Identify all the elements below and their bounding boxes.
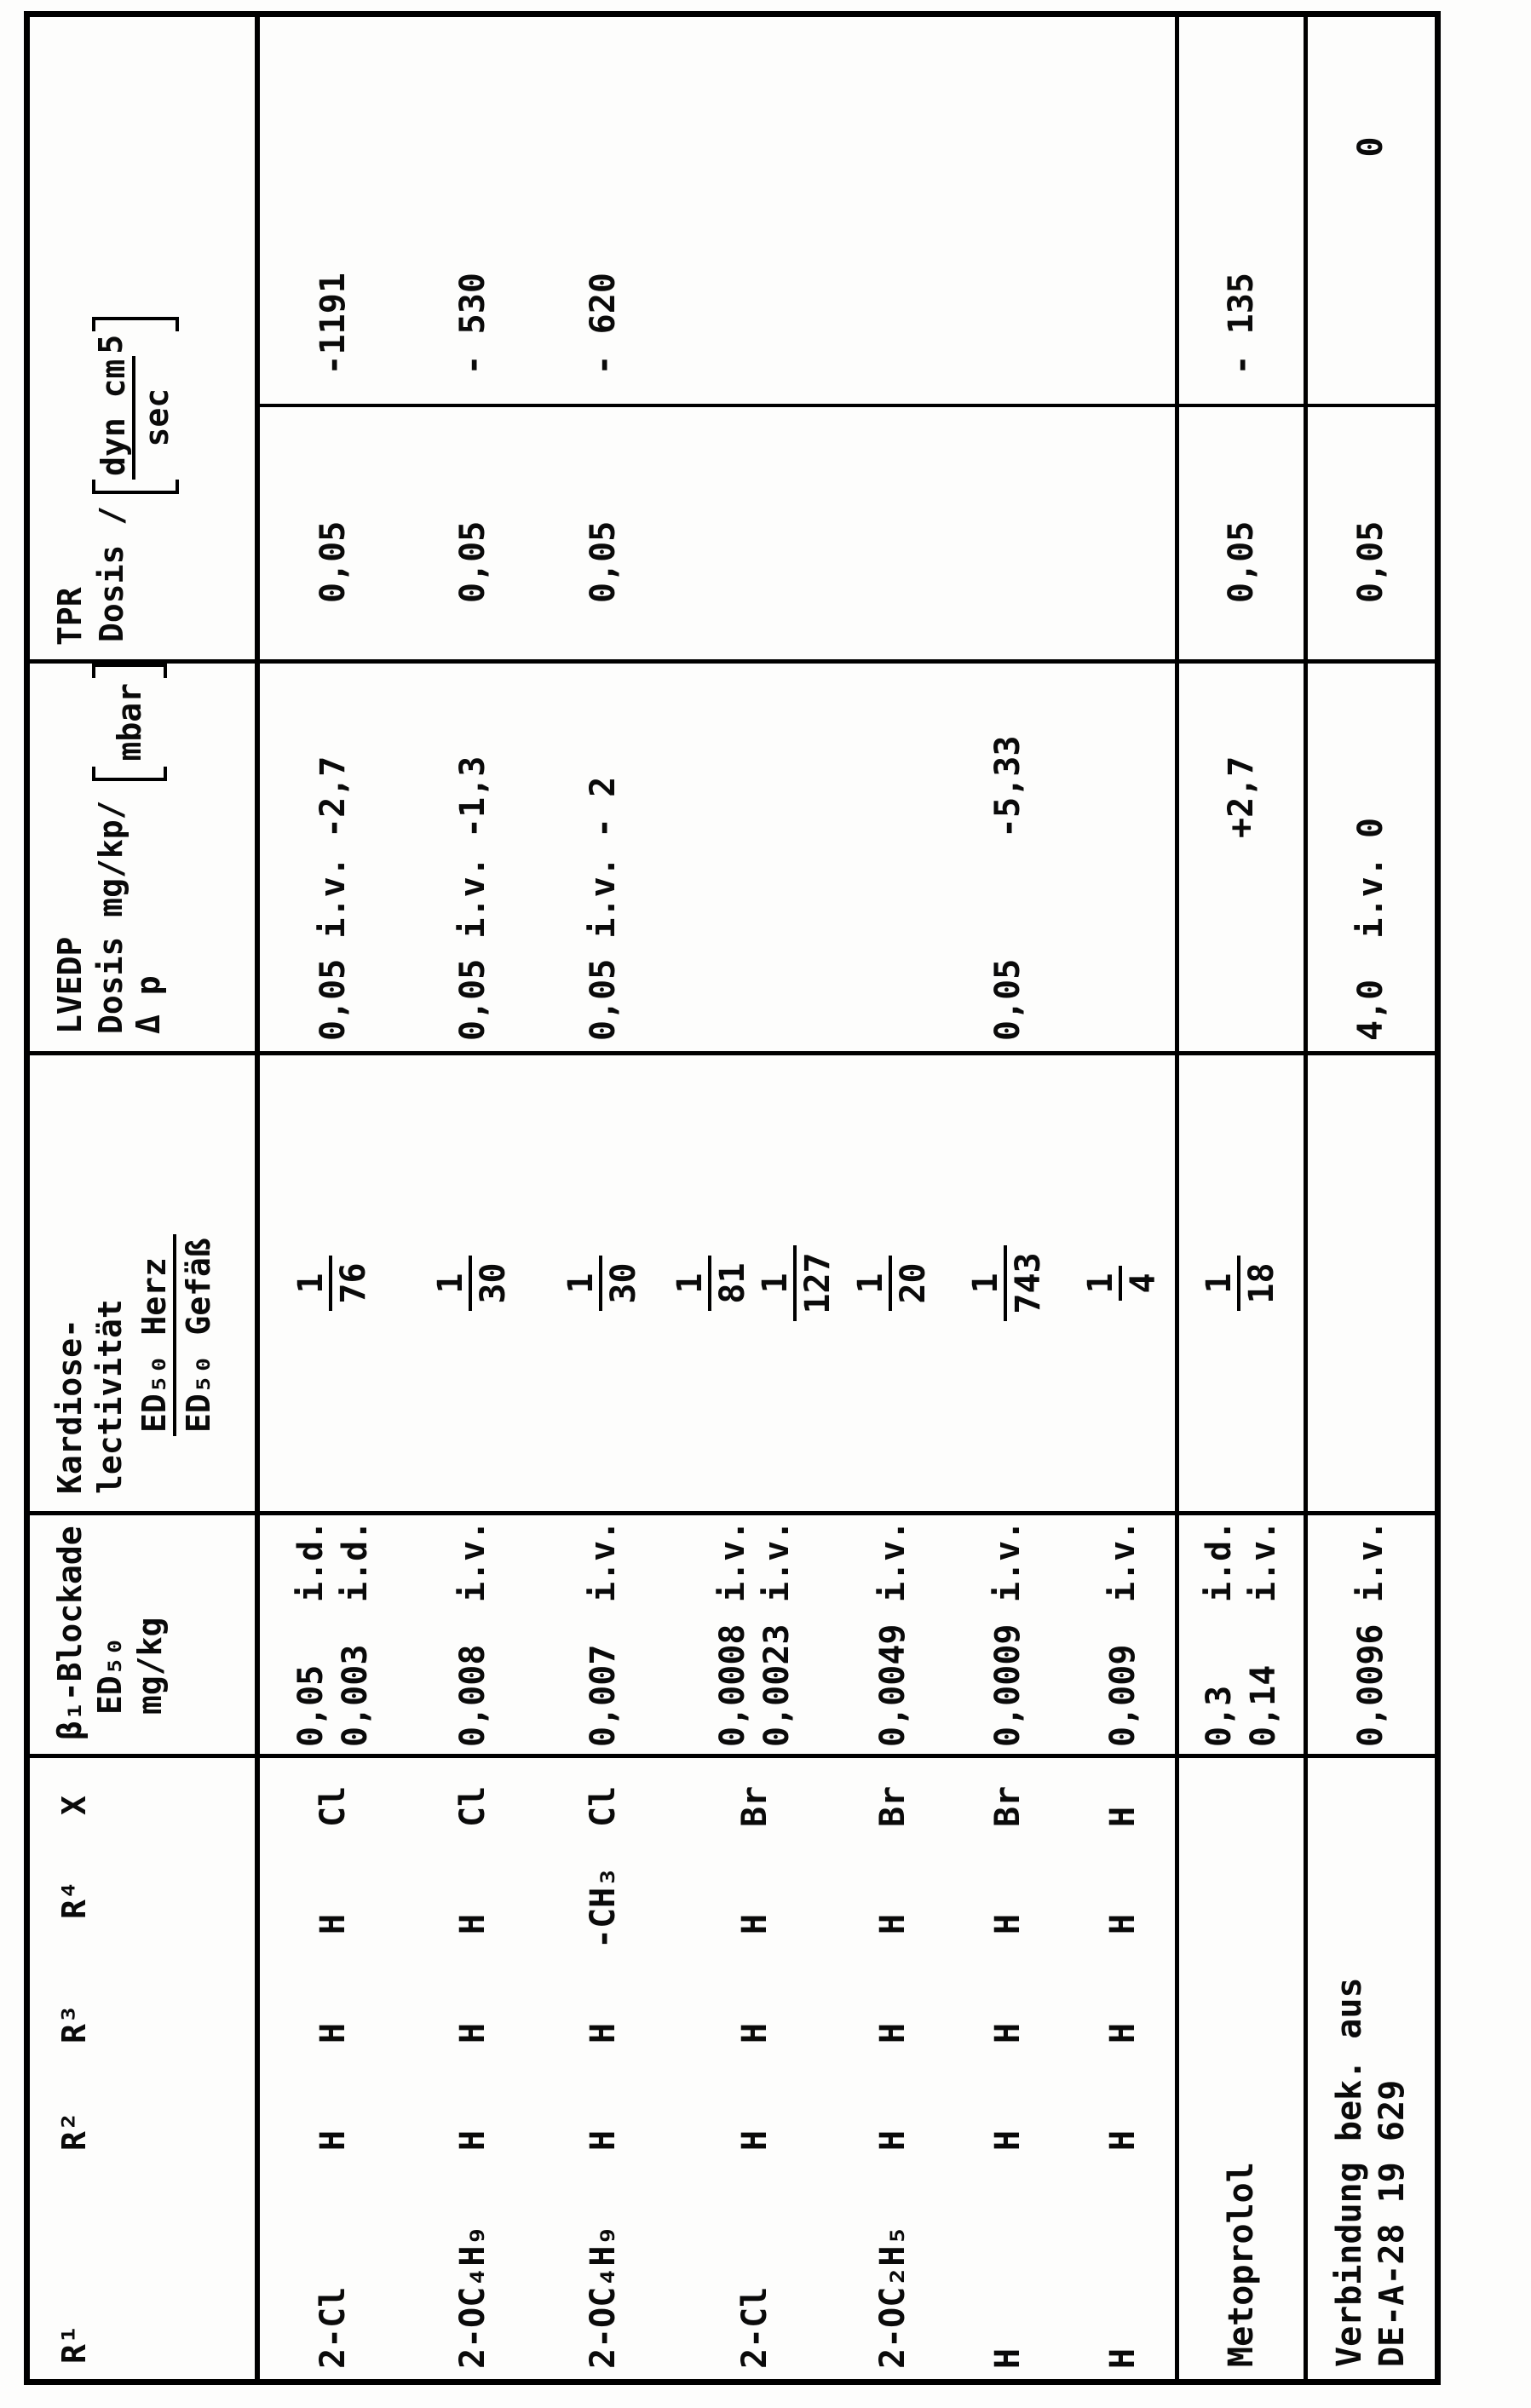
table-row xyxy=(667,14,842,2382)
tpr-dose: 0,05 xyxy=(1351,520,1391,603)
cell-tpr-value xyxy=(842,14,944,405)
cell-tpr-dose xyxy=(667,406,842,662)
lvedp-header-dose-line xyxy=(92,664,167,1051)
header-tpr xyxy=(27,14,257,661)
cell-beta-ed50 xyxy=(842,1514,944,1756)
table-row xyxy=(539,14,667,2382)
r4-value: H xyxy=(1103,1913,1143,1934)
lvedp-value: -2,7 xyxy=(314,756,354,838)
tpr-value: - 530 xyxy=(452,273,492,376)
r2-value: H xyxy=(734,2129,774,2151)
r2-value: H xyxy=(1103,2129,1143,2151)
beta-dose: 0,3 xyxy=(1200,1685,1240,1747)
selectivity-fraction: 1 18 xyxy=(1201,1256,1281,1310)
reference-row-metoprolol xyxy=(1177,14,1305,2382)
r3-value: H xyxy=(873,2022,913,2043)
header-r1: R¹ xyxy=(55,2325,93,2364)
cell-substituents xyxy=(257,1756,406,2382)
x-value: Cl xyxy=(314,1785,354,1827)
beta-route: i.d. xyxy=(291,1520,331,1602)
cell-tpr-dose xyxy=(406,406,538,662)
beta-route: i.d. xyxy=(1200,1520,1240,1602)
x-value: Br xyxy=(987,1785,1027,1827)
cell-substituents xyxy=(1071,1756,1177,2382)
cell-tpr-dose xyxy=(1305,406,1437,662)
header-lvedp xyxy=(27,662,257,1054)
compound-name-line1: Verbindung bek. aus xyxy=(1330,1977,1370,2367)
beta-dose: 0,0096 xyxy=(1351,1624,1391,1747)
tpr-unit-denominator: sec xyxy=(132,356,176,480)
x-value: H xyxy=(1103,1806,1143,1827)
table-row xyxy=(257,14,406,2382)
lvedp-dose: 0,05 i.v. xyxy=(583,856,623,1041)
r2-value: H xyxy=(987,2129,1027,2151)
cell-lvedp xyxy=(406,662,538,1054)
lvedp-value: 0 xyxy=(1351,817,1391,838)
beta-dose: 0,008 xyxy=(452,1644,492,1747)
tpr-dose: 0,05 xyxy=(314,520,354,603)
cell-tpr-dose xyxy=(1071,406,1177,662)
tpr-value: 0 xyxy=(1351,136,1391,158)
selectivity-fraction: 1 743 xyxy=(968,1245,1048,1320)
kardio-header-line1: Kardiose- xyxy=(51,1319,89,1494)
selectivity-fraction: 1 127 xyxy=(757,1245,837,1320)
beta-dose: 0,0009 xyxy=(987,1624,1027,1747)
beta-header-line3: mg/kg xyxy=(131,1617,169,1715)
selectivity-fraction: 1 20 xyxy=(853,1256,933,1310)
lvedp-value: +2,7 xyxy=(1222,756,1262,838)
header-x: X xyxy=(55,1796,93,1815)
mbar-unit: mbar xyxy=(111,683,148,761)
r2-value: H xyxy=(583,2129,623,2151)
table-row xyxy=(842,14,944,2382)
cell-substituents xyxy=(667,1756,842,2382)
cell-tpr-value xyxy=(406,14,538,405)
header-r4: R⁴ xyxy=(55,1880,93,1919)
x-value: Br xyxy=(873,1785,913,1827)
r4-value: -CH₃ xyxy=(583,1866,623,1949)
lvedp-dose: 0,05 i.v. xyxy=(452,856,492,1041)
beta-dose: 0,003 xyxy=(336,1644,376,1747)
selectivity-fraction: 1 76 xyxy=(293,1256,373,1310)
tpr-value: -1191 xyxy=(314,273,354,376)
tpr-dose: 0,05 xyxy=(452,520,492,603)
beta-route: i.v. xyxy=(712,1520,752,1602)
cell-lvedp xyxy=(1305,662,1437,1054)
r4-value: H xyxy=(314,1913,354,1934)
cell-substituents xyxy=(406,1756,538,2382)
beta-dose: 0,0049 xyxy=(873,1624,913,1747)
lvedp-header-title: LVEDP xyxy=(51,936,89,1034)
table-row xyxy=(944,14,1070,2382)
cell-tpr-value xyxy=(667,14,842,405)
selectivity-fraction: 1 30 xyxy=(563,1256,643,1310)
kardio-header-fraction xyxy=(135,1234,219,1436)
beta-header-line2: ED₅₀ xyxy=(91,1636,129,1715)
tpr-unit-exponent: 5 xyxy=(92,334,130,354)
header-r3: R³ xyxy=(55,2004,93,2043)
cell-compound-label xyxy=(1177,1756,1305,2382)
cell-beta-ed50 xyxy=(944,1514,1070,1756)
cell-tpr-value xyxy=(944,14,1070,405)
bracket-right xyxy=(92,664,167,678)
r4-value: H xyxy=(452,1913,492,1934)
cell-lvedp xyxy=(539,662,667,1054)
r4-value: H xyxy=(734,1913,774,1934)
table-row xyxy=(1071,14,1177,2382)
beta-dose: 0,007 xyxy=(583,1644,623,1747)
beta-header-line1: β₁-Blockade xyxy=(51,1526,89,1740)
cell-beta-ed50 xyxy=(539,1514,667,1756)
r1-value: 2-OC₄H₉ xyxy=(452,2225,492,2369)
kardio-fraction-denominator: ED₅₀ Gefäß xyxy=(173,1234,219,1436)
lvedp-header-units: Dosis mg/kp/Δ p xyxy=(92,800,167,1034)
r2-value: H xyxy=(314,2129,354,2151)
r3-value: H xyxy=(987,2022,1027,2043)
beta-route: i.v. xyxy=(873,1520,913,1602)
lvedp-value: -5,33 xyxy=(987,735,1027,838)
kardio-fraction-numerator: ED₅₀ Herz xyxy=(135,1257,173,1433)
selectivity-fraction: 1 30 xyxy=(433,1256,513,1310)
r3-value: H xyxy=(314,2022,354,2043)
bracket-right xyxy=(92,317,179,331)
cell-tpr-dose xyxy=(842,406,944,662)
cell-tpr-value xyxy=(1305,14,1437,405)
header-kardioselectivity xyxy=(27,1054,257,1514)
beta-dose: 0,05 xyxy=(291,1664,331,1747)
cell-kardioselectivity xyxy=(842,1054,944,1514)
r2-value: H xyxy=(873,2129,913,2151)
cell-beta-ed50 xyxy=(1071,1514,1177,1756)
beta-route: i.v. xyxy=(1351,1520,1391,1602)
beta-route: i.v. xyxy=(987,1520,1027,1602)
lvedp-value: - 2 xyxy=(583,776,623,838)
cell-kardioselectivity xyxy=(1177,1054,1305,1514)
mbar-bracket xyxy=(92,664,167,781)
cell-substituents xyxy=(842,1756,944,2382)
tpr-value: - 620 xyxy=(583,273,623,376)
header-beta-blockade xyxy=(27,1514,257,1756)
cell-tpr-value xyxy=(1177,14,1305,405)
compound-name: Metoprolol xyxy=(1222,2162,1262,2367)
cell-compound-label xyxy=(1305,1756,1437,2382)
r1-value: 2-OC₂H₅ xyxy=(873,2225,913,2369)
cell-lvedp xyxy=(842,662,944,1054)
r1-value: 2-Cl xyxy=(314,2286,354,2369)
cell-substituents xyxy=(539,1756,667,2382)
cell-kardioselectivity xyxy=(257,1054,406,1514)
r1-value: H xyxy=(987,2348,1027,2369)
compound-name-line2: DE-A-28 19 629 xyxy=(1373,2079,1413,2367)
cell-beta-ed50 xyxy=(1305,1514,1437,1756)
pharmacology-table xyxy=(24,11,1441,2385)
bracket-left xyxy=(92,480,179,494)
cell-kardioselectivity xyxy=(539,1054,667,1514)
r4-value: H xyxy=(873,1913,913,1934)
tpr-header-dose-line xyxy=(92,17,179,659)
r3-value: H xyxy=(1103,2022,1143,2043)
cell-tpr-value xyxy=(1071,14,1177,405)
beta-route: i.d. xyxy=(336,1520,376,1602)
r3-value: H xyxy=(734,2022,774,2043)
x-value: Br xyxy=(734,1785,774,1827)
bracket-left xyxy=(92,767,167,781)
cell-beta-ed50 xyxy=(1177,1514,1305,1756)
cell-tpr-dose xyxy=(1177,406,1305,662)
selectivity-fraction: 1 81 xyxy=(672,1256,752,1310)
beta-route: i.v. xyxy=(1103,1520,1143,1602)
beta-route: i.v. xyxy=(583,1520,623,1602)
r4-value: H xyxy=(987,1913,1027,1934)
tpr-header-title: TPR xyxy=(51,587,89,646)
beta-dose: 0,009 xyxy=(1103,1644,1143,1747)
header-r2: R² xyxy=(55,2112,93,2151)
cell-substituents xyxy=(944,1756,1070,2382)
tpr-header-dosis: Dosis / xyxy=(93,505,130,642)
cell-tpr-dose xyxy=(539,406,667,662)
reference-row-known-compound xyxy=(1305,14,1437,2382)
x-value: Cl xyxy=(583,1785,623,1827)
r3-value: H xyxy=(583,2022,623,2043)
cell-lvedp xyxy=(667,662,842,1054)
cell-lvedp xyxy=(1177,662,1305,1054)
table-row xyxy=(406,14,538,2382)
cell-kardioselectivity xyxy=(944,1054,1070,1514)
tpr-value: - 135 xyxy=(1222,273,1262,376)
cell-tpr-value xyxy=(257,14,406,405)
r3-value: H xyxy=(452,2022,492,2043)
cell-kardioselectivity xyxy=(406,1054,538,1514)
cell-lvedp xyxy=(1071,662,1177,1054)
beta-dose: 0,0008 xyxy=(712,1624,752,1747)
tpr-dose: 0,05 xyxy=(583,520,623,603)
tpr-unit-bracket xyxy=(92,317,179,494)
tpr-unit-numerator: dyn cm xyxy=(95,359,132,476)
cell-beta-ed50 xyxy=(257,1514,406,1756)
cell-lvedp xyxy=(257,662,406,1054)
kardio-header-line2: lectivität xyxy=(91,1299,129,1494)
selectivity-fraction: 1 4 xyxy=(1083,1266,1163,1300)
beta-route: i.v. xyxy=(1244,1520,1284,1602)
r1-value: H xyxy=(1103,2348,1143,2369)
lvedp-value: -1,3 xyxy=(452,756,492,838)
cell-beta-ed50 xyxy=(406,1514,538,1756)
cell-kardioselectivity xyxy=(1071,1054,1177,1514)
cell-tpr-dose xyxy=(944,406,1070,662)
cell-tpr-value xyxy=(539,14,667,405)
cell-beta-ed50 xyxy=(667,1514,842,1756)
cell-kardioselectivity xyxy=(1305,1054,1437,1514)
x-value: Cl xyxy=(452,1785,492,1827)
r1-value: 2-Cl xyxy=(734,2286,774,2369)
header-substituents xyxy=(27,1756,257,2382)
beta-dose: 0,14 xyxy=(1244,1664,1284,1747)
lvedp-dose: 0,05 xyxy=(987,958,1027,1041)
beta-route: i.v. xyxy=(452,1520,492,1602)
upright-table-wrapper xyxy=(24,17,1441,2385)
beta-dose: 0,0023 xyxy=(757,1624,797,1747)
r2-value: H xyxy=(452,2129,492,2151)
beta-route: i.v. xyxy=(757,1520,797,1602)
cell-tpr-dose xyxy=(257,406,406,662)
cell-lvedp xyxy=(944,662,1070,1054)
lvedp-dose: 4,0 i.v. xyxy=(1351,856,1391,1041)
tpr-unit-fraction xyxy=(95,356,176,480)
header-row xyxy=(27,14,257,2382)
rotated-table-region xyxy=(24,17,1442,2388)
cell-kardioselectivity xyxy=(667,1054,842,1514)
r1-value: 2-OC₄H₉ xyxy=(583,2225,623,2369)
lvedp-dose: 0,05 i.v. xyxy=(314,856,354,1041)
tpr-dose: 0,05 xyxy=(1222,520,1262,603)
